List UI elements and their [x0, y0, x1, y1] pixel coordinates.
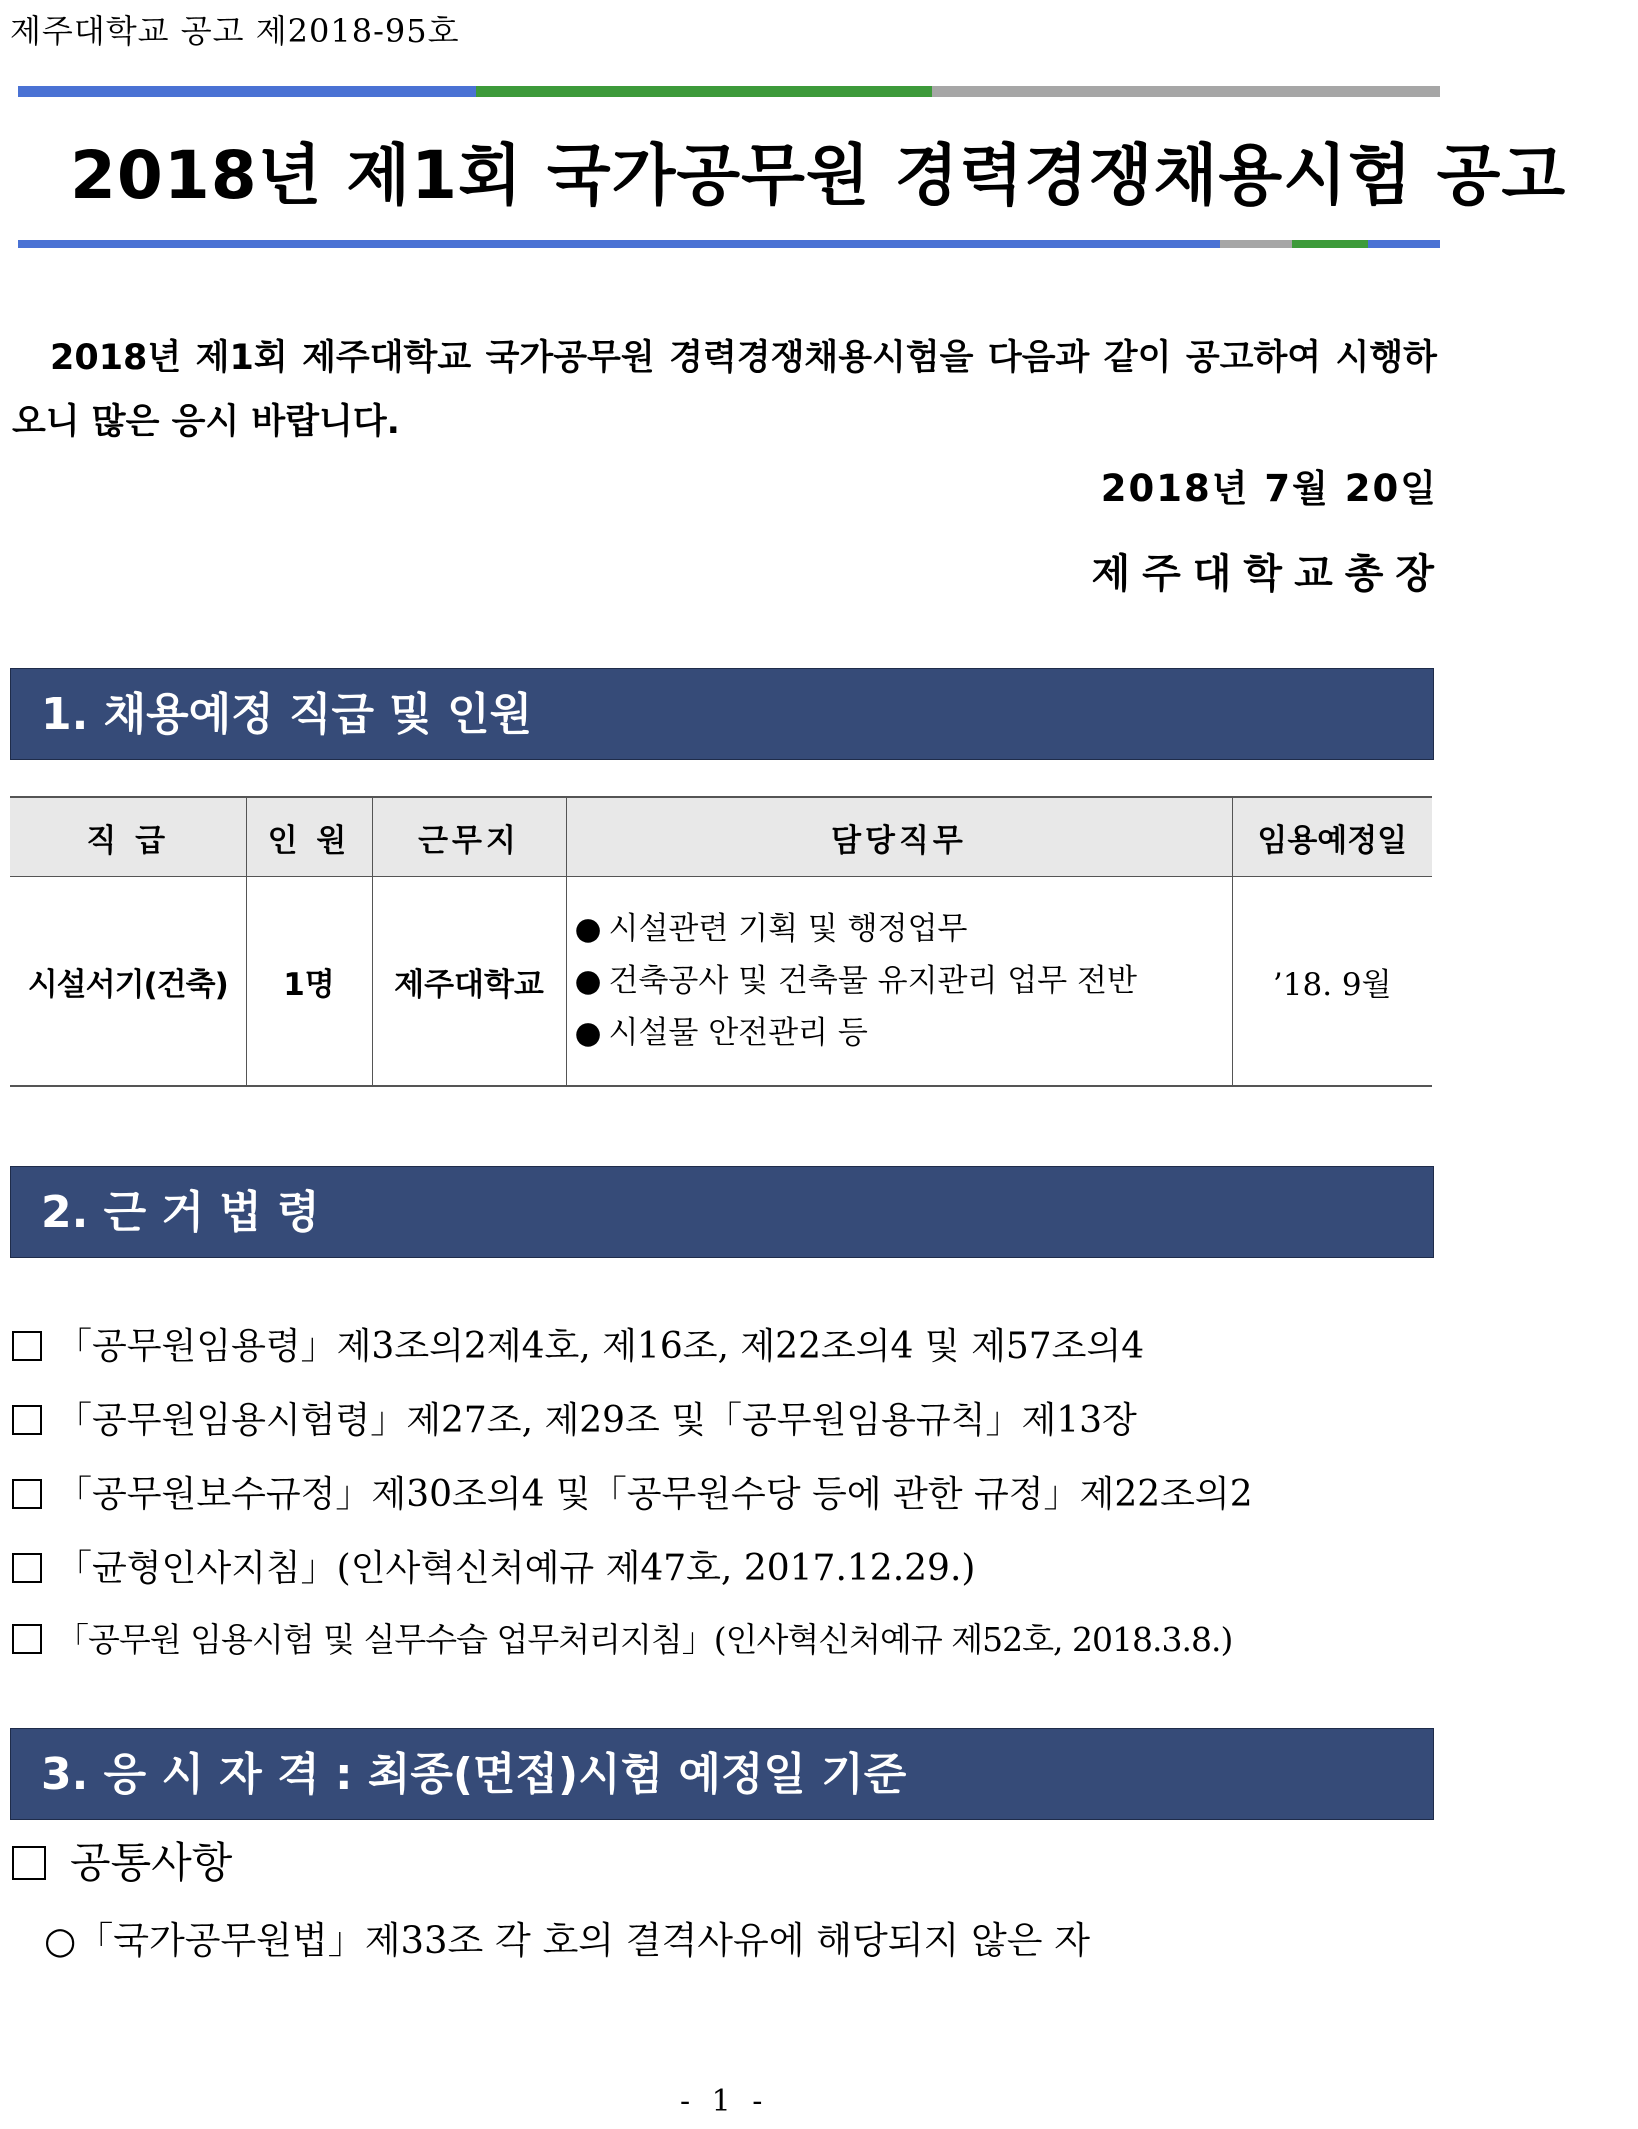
- qualification-item: ○「국가공무원법」제33조 각 호의 결격사유에 해당되지 않은 자: [44, 1919, 1090, 1962]
- checkbox-icon: [12, 1846, 46, 1880]
- cell-workplace: 제주대학교: [372, 877, 566, 1087]
- cell-duties: [566, 877, 1232, 1087]
- page-number: - 1 -: [680, 2084, 769, 2119]
- table-header-row: [10, 797, 1432, 877]
- law-item: [12, 1392, 1137, 1443]
- col-header-grade: 직 급: [10, 797, 246, 877]
- bottom-divider-green: [1292, 240, 1368, 248]
- duty-text: 시설물 안전관리 등: [608, 1015, 868, 1051]
- top-divider-blue: [18, 86, 476, 97]
- checkbox-icon: [12, 1479, 42, 1509]
- recruitment-table: [10, 796, 1432, 1087]
- bullet-icon: ●: [574, 963, 602, 999]
- intro-paragraph: 2018년 제1회 제주대학교 국가공무원 경력경쟁채용시험을 다음과 같이 공고하여 시행하오니 많은 응시 바랍니다.: [12, 338, 1437, 442]
- law-item: [12, 1540, 975, 1591]
- section-heading-positions: 1. 채용예정 직급 및 인원: [10, 668, 1434, 760]
- law-text: 「공무원임용시험령」제27조, 제29조 및「공무원임용규칙」제13장: [56, 1400, 1137, 1441]
- notice-date: 2018년 7월 20일: [1100, 467, 1438, 510]
- checkbox-icon: [12, 1553, 42, 1583]
- section-heading-legal-basis: 2. 근 거 법 령: [10, 1166, 1434, 1258]
- checkbox-icon: [12, 1331, 42, 1361]
- bullet-icon: ●: [574, 911, 602, 947]
- page-title: 2018년 제1회 국가공무원 경력경쟁채용시험 공고: [70, 137, 1567, 214]
- bottom-divider-gray: [1220, 240, 1292, 248]
- top-divider-gray: [932, 86, 1440, 97]
- duty-item: [575, 903, 1231, 955]
- duty-text: 건축공사 및 건축물 유지관리 업무 전반: [608, 963, 1137, 999]
- cell-appointment-date: ’18. 9월: [1232, 877, 1432, 1087]
- common-requirements: [12, 1830, 232, 1890]
- checkbox-icon: [12, 1405, 42, 1435]
- law-item: [12, 1318, 1144, 1369]
- col-header-appointment: 임용예정일: [1232, 797, 1432, 877]
- law-text: 「공무원임용령」제3조의2제4호, 제16조, 제22조의4 및 제57조의4: [56, 1326, 1145, 1367]
- section-heading-qualifications: 3. 응 시 자 격 : 최종(면접)시험 예정일 기준: [10, 1728, 1434, 1820]
- checkbox-icon: [12, 1624, 42, 1654]
- cell-count: 1명: [246, 877, 372, 1087]
- col-header-count: 인 원: [246, 797, 372, 877]
- duty-text: 시설관련 기획 및 행정업무: [608, 911, 968, 947]
- notice-number: 제주대학교 공고 제2018-95호: [10, 12, 460, 50]
- signer: 제주대학교총장: [1091, 551, 1446, 597]
- col-header-duties: 담당직무: [566, 797, 1232, 877]
- law-item: [12, 1466, 1253, 1517]
- duty-item: [575, 1007, 1231, 1059]
- col-header-workplace: 근무지: [372, 797, 566, 877]
- cell-grade: 시설서기(건축): [10, 877, 246, 1087]
- duty-item: [575, 955, 1231, 1007]
- law-text: 「공무원보수규정」제30조의4 및「공무원수당 등에 관한 규정」제22조의2: [56, 1474, 1253, 1515]
- bottom-divider-blue: [18, 240, 1220, 248]
- table-row: [10, 877, 1432, 1087]
- law-text: 「공무원 임용시험 및 실무수습 업무처리지침」(인사혁신처예규 제52호, 2018.3.8.): [56, 1620, 1233, 1659]
- law-item: [12, 1614, 1232, 1661]
- bullet-icon: ●: [574, 1015, 602, 1051]
- bottom-divider-blue-end: [1368, 240, 1440, 248]
- law-text: 「균형인사지침」(인사혁신처예규 제47호, 2017.12.29.): [56, 1548, 976, 1589]
- common-label-text: 공통사항: [70, 1838, 233, 1887]
- top-divider-green: [476, 86, 932, 97]
